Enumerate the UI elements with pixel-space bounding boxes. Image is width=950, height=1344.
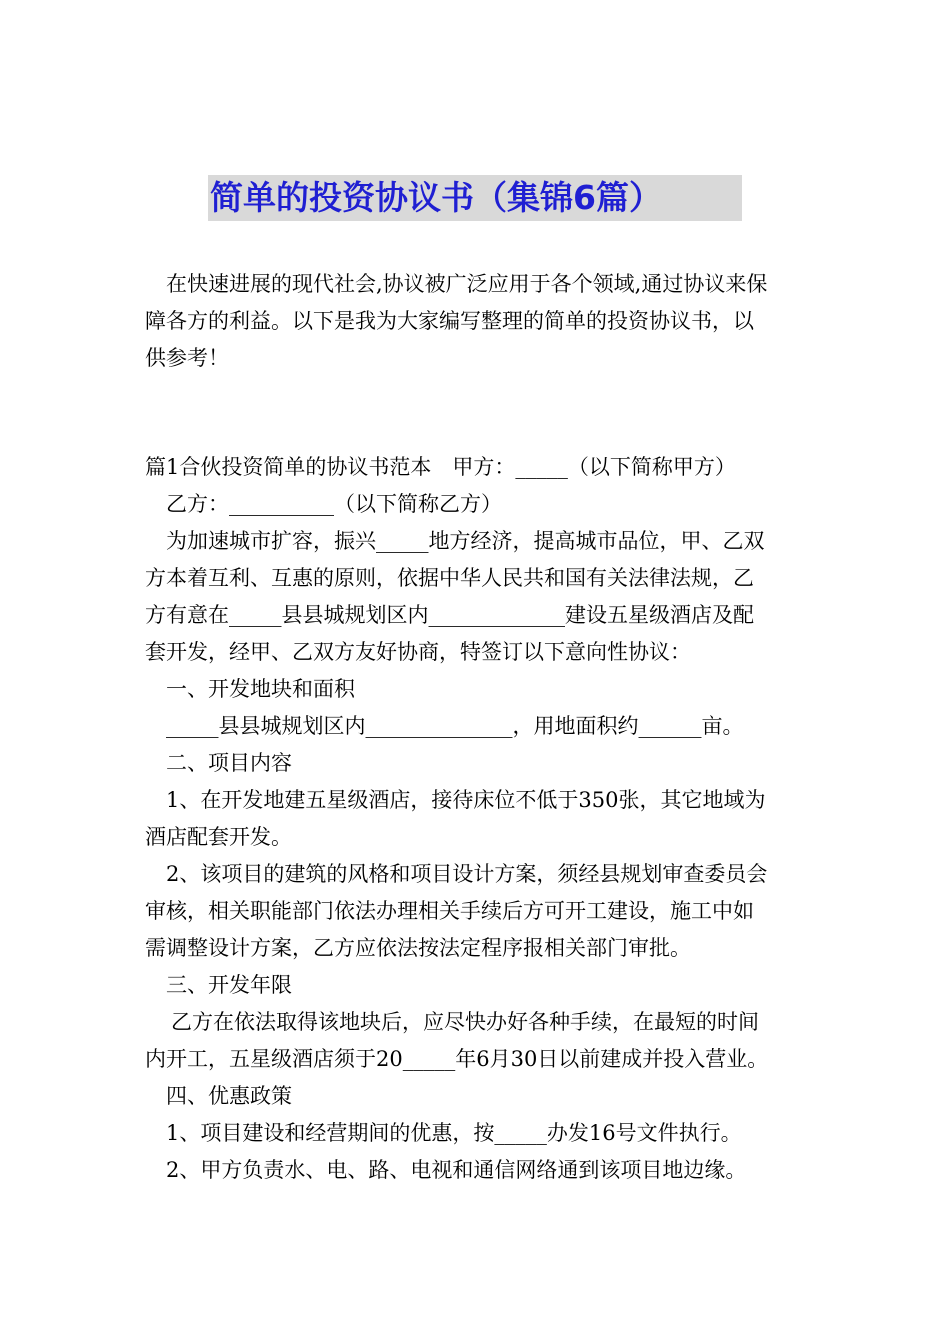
document-title: 简单的投资协议书（集锦6篇） [208, 175, 742, 221]
paragraph-line: 2、甲方负责水、电、路、电视和通信网络通到该项目地边缘。 [166, 1158, 747, 1182]
paragraph-line: 1、项目建设和经营期间的优惠，按_____办发16号文件执行。 [166, 1121, 742, 1145]
paragraph-line: 为加速城市扩容，振兴_____地方经济，提高城市品位，甲、乙双 [166, 529, 765, 553]
paragraph-line: _____县县城规划区内______________，用地面积约______亩。 [166, 714, 744, 738]
paragraph-line: 乙方在依法取得该地块后，应尽快办好各种手续，在最短的时间 [171, 1010, 759, 1034]
paragraph-line: 内开工，五星级酒店须于20_____年6月30日以前建成并投入营业。 [145, 1047, 769, 1071]
paragraph-line: 套开发，经甲、乙双方友好协商，特签订以下意向性协议： [145, 640, 691, 664]
clause-heading: 一、开发地块和面积 [166, 677, 355, 701]
section-heading-line: 篇1合伙投资简单的协议书范本 甲方：_____（以下简称甲方） [145, 455, 736, 479]
paragraph-line: 1、在开发地建五星级酒店，接待床位不低于350张，其它地域为 [166, 788, 766, 812]
clause-heading: 四、优惠政策 [166, 1084, 292, 1108]
clause-heading: 二、项目内容 [166, 751, 292, 775]
paragraph-line: 需调整设计方案，乙方应依法按法定程序报相关部门审批。 [145, 936, 691, 960]
agreement-content [145, 449, 810, 1189]
intro-line: 供参考！ [145, 346, 229, 370]
intro-paragraph [145, 266, 810, 377]
clause-heading: 三、开发年限 [166, 973, 292, 997]
party-b-line: 乙方：__________（以下简称乙方） [166, 492, 502, 516]
intro-line: 障各方的利益。以下是我为大家编写整理的简单的投资协议书，以 [145, 309, 754, 333]
intro-line: 在快速进展的现代社会,协议被广泛应用于各个领域,通过协议来保 [166, 272, 768, 296]
paragraph-line: 酒店配套开发。 [145, 825, 292, 849]
paragraph-line: 审核，相关职能部门依法办理相关手续后方可开工建设，施工中如 [145, 899, 754, 923]
paragraph-line: 方本着互利、互惠的原则，依据中华人民共和国有关法律法规，乙 [145, 566, 754, 590]
paragraph-line: 2、该项目的建筑的风格和项目设计方案，须经县规划审查委员会 [166, 862, 768, 886]
paragraph-line: 方有意在_____县县城规划区内_____________建设五星级酒店及配 [145, 603, 754, 627]
